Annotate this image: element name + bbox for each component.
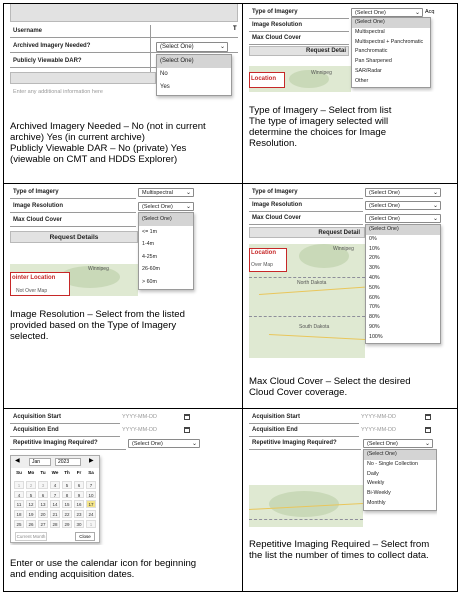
caption-archived: [10, 121, 240, 165]
repetitive-label: Repetitive Imaging Required?: [13, 440, 98, 446]
calendar-icon[interactable]: [184, 427, 190, 433]
caption-cloud: [249, 376, 454, 398]
resolution-label: Image Resolution: [252, 22, 303, 28]
option-weekly[interactable]: Weekly: [367, 480, 385, 487]
option-60[interactable]: 60%: [369, 294, 380, 301]
option-select-one[interactable]: (Select One): [352, 18, 430, 28]
row-start: [10, 411, 120, 424]
calendar-icon[interactable]: [184, 414, 190, 420]
cell-image-resolution: [3, 183, 243, 409]
resolution-select[interactable]: [365, 201, 441, 210]
type-label: Type of Imagery: [252, 9, 298, 15]
caption-type: [249, 105, 454, 149]
cloud-select[interactable]: [365, 214, 441, 223]
header-bar: [10, 4, 238, 22]
username-label: Username: [13, 28, 43, 34]
map-label-south-dakota: South Dakota: [299, 324, 330, 330]
request-details-label: Request Detail: [318, 230, 360, 236]
type-select[interactable]: [351, 8, 423, 17]
start-label: Acquisition Start: [13, 414, 62, 420]
resolution-select-value: (Select One): [369, 203, 400, 209]
row-cloud: [249, 212, 363, 225]
calendar-day[interactable]: 17: [86, 500, 96, 508]
caption-line: and ending acquisition dates.: [10, 569, 135, 580]
calendar-day[interactable]: 4: [50, 481, 60, 489]
notes-input[interactable]: Enter any additional information here: [13, 89, 103, 95]
calendar-day[interactable]: 19: [26, 510, 36, 518]
calendar-day[interactable]: 20: [38, 510, 48, 518]
calendar-day[interactable]: 8: [62, 491, 72, 499]
cell-max-cloud-cover: [242, 183, 458, 409]
calendar-day[interactable]: 25: [14, 520, 24, 528]
calendar-day[interactable]: 27: [38, 520, 48, 528]
type-select-value: Multispectral: [142, 190, 173, 196]
public-label: Publicly Viewable DAR?: [13, 58, 82, 64]
archived-label: Archived Imagery Needed?: [13, 43, 91, 49]
calendar-day[interactable]: 14: [50, 500, 60, 508]
option-pan-sharpened[interactable]: Pan Sharpened: [355, 58, 392, 65]
screenshot-repetitive-form: [249, 411, 437, 527]
calendar-weekday: Th: [64, 470, 70, 475]
cloud-dropdown-list: [365, 224, 441, 344]
calendar-day[interactable]: 1: [86, 520, 96, 528]
calendar-day[interactable]: 21: [50, 510, 60, 518]
calendar-weekday: We: [51, 470, 59, 475]
option-4-25m[interactable]: 4-25m: [142, 253, 158, 260]
option-20[interactable]: 20%: [369, 255, 380, 262]
calendar-day[interactable]: 13: [38, 500, 48, 508]
caption-line: The type of imagery selected will: [249, 116, 389, 127]
calendar-day[interactable]: 6: [74, 481, 84, 489]
option-bi-weekly[interactable]: Bi-Weekly: [367, 490, 391, 497]
type-select-value: (Select One): [355, 10, 386, 16]
option-26-60m[interactable]: 26-60m: [142, 266, 160, 273]
prev-month-icon[interactable]: ◀: [15, 458, 20, 464]
resolution-label: Image Resolution: [13, 203, 64, 209]
calendar-day[interactable]: 10: [86, 491, 96, 499]
calendar-icon[interactable]: [425, 414, 431, 420]
calendar-weekday: Sa: [88, 470, 94, 475]
row-cloud: [10, 214, 136, 227]
option-yes[interactable]: Yes: [160, 84, 170, 90]
caption-line: determine the choices for Image: [249, 127, 387, 138]
clipped-acq: Acq: [425, 9, 435, 15]
calendar-weekday: Tu: [40, 470, 46, 475]
caption-line: archive) Yes (in current archive): [10, 132, 145, 143]
map-label-winnipeg: Winnipeg: [333, 246, 354, 252]
option-sar-radar[interactable]: SAR/Radar: [355, 67, 382, 74]
option-gt-60m[interactable]: > 60m: [142, 278, 157, 285]
option-30[interactable]: 30%: [369, 265, 380, 272]
resolution-label: Image Resolution: [252, 202, 303, 208]
row-public: [10, 55, 156, 68]
screenshot-resolution-form: [10, 186, 200, 296]
option-select-one[interactable]: (Select One): [157, 55, 231, 68]
option-other[interactable]: Other: [355, 77, 369, 84]
caption-line: Archived Imagery Needed – No (not in current: [10, 121, 206, 132]
cell-archived-imagery: [3, 3, 243, 184]
map-label-north-dakota: North Dakota: [297, 280, 327, 286]
month-select[interactable]: Jan: [29, 458, 51, 466]
caption-line: selected.: [10, 331, 49, 342]
chevron-down-icon: ⌄: [219, 44, 225, 50]
row-type: [10, 186, 136, 199]
map-label-winnipeg: Winnipeg: [88, 266, 109, 272]
calendar-day[interactable]: 4: [14, 491, 24, 499]
type-select[interactable]: [138, 188, 194, 197]
start-input[interactable]: YYYY-MM-DD: [122, 414, 157, 420]
request-details-label: Request Details: [49, 234, 99, 241]
option-monthly[interactable]: Monthly: [367, 499, 386, 506]
cell-repetitive-imaging: [242, 408, 458, 592]
archived-select[interactable]: [156, 42, 228, 52]
option-select-one[interactable]: (Select One): [366, 225, 440, 235]
chevron-down-icon: ⌄: [424, 441, 430, 447]
request-details-bar: [10, 231, 138, 243]
caption-line: Image Resolution – Select from the listed: [10, 309, 185, 320]
caption-dates: [10, 558, 242, 580]
repetitive-dropdown-list: [363, 449, 437, 511]
calendar-day[interactable]: 3: [38, 481, 48, 489]
option-multispectral[interactable]: Multispectral: [355, 28, 385, 35]
option-50[interactable]: 50%: [369, 284, 380, 291]
chevron-down-icon: ⌄: [432, 203, 438, 209]
close-button[interactable]: Close: [75, 532, 95, 541]
map-preview: [249, 485, 363, 527]
calendar-header: [11, 456, 99, 468]
type-dropdown-list: [351, 17, 431, 88]
calendar-day[interactable]: 29: [62, 520, 72, 528]
row-start: [249, 411, 359, 424]
screenshot-archived-form: [10, 4, 238, 104]
calendar-day[interactable]: 16: [74, 500, 84, 508]
map-label-winnipeg: Winnipeg: [311, 70, 332, 76]
repetitive-label: Repetitive Imaging Required?: [252, 440, 337, 446]
caption-line: Type of Imagery – Select from list: [249, 105, 392, 116]
chevron-down-icon: ⌄: [185, 190, 191, 196]
type-select[interactable]: [365, 188, 441, 197]
row-type: [249, 186, 363, 199]
calendar-weekday: Su: [16, 470, 22, 475]
calendar-day[interactable]: 1: [14, 481, 24, 489]
calendar-day[interactable]: 15: [62, 500, 72, 508]
cloud-label: Max Cloud Cover: [252, 215, 302, 221]
calendar-day[interactable]: 26: [26, 520, 36, 528]
row-resolution: [249, 199, 363, 212]
start-label: Acquisition Start: [252, 414, 301, 420]
option-le-1m[interactable]: <= 1m: [142, 228, 158, 235]
caption-line: provided based on the Type of Imagery: [10, 320, 177, 331]
caption-repetitive: [249, 539, 457, 561]
option-70[interactable]: 70%: [369, 304, 380, 311]
calendar-day[interactable]: 6: [38, 491, 48, 499]
calendar-day[interactable]: 11: [14, 500, 24, 508]
option-0[interactable]: 0%: [369, 235, 377, 242]
location-label: Location: [251, 250, 276, 256]
calendar-day[interactable]: 2: [26, 481, 36, 489]
row-repetitive: [10, 437, 126, 450]
calendar-day[interactable]: 18: [14, 510, 24, 518]
current-month-button[interactable]: Current Month: [16, 534, 46, 539]
type-label: Type of Imagery: [252, 189, 298, 195]
caption-line: Repetitive Imaging Required – Select from: [249, 539, 430, 550]
cloud-label: Max Cloud Cover: [13, 217, 63, 223]
overview-label: Over Map: [251, 262, 273, 268]
screenshot-cloud-form: [249, 186, 445, 358]
caption-line: (viewable on CMT and HDDS Explorer): [10, 154, 178, 165]
option-40[interactable]: 40%: [369, 274, 380, 281]
calendar-day[interactable]: 5: [62, 481, 72, 489]
chevron-down-icon: ⌄: [432, 190, 438, 196]
chevron-down-icon: ⌄: [191, 441, 197, 447]
option-multispectral-pan[interactable]: Multispectral + Panchromatic: [355, 38, 424, 45]
option-panchromatic[interactable]: Panchromatic: [355, 48, 388, 55]
caption-line: the list the number of times to collect data.: [249, 550, 429, 561]
caption-line: Cloud Cover coverage.: [249, 387, 348, 398]
calendar-day[interactable]: 5: [26, 491, 36, 499]
cell-type-of-imagery: [242, 3, 458, 184]
option-select-one[interactable]: (Select One): [364, 450, 436, 460]
option-100[interactable]: 100%: [369, 333, 383, 340]
option-90[interactable]: 90%: [369, 323, 380, 330]
calendar-day[interactable]: 9: [74, 491, 84, 499]
calendar-day[interactable]: 7: [50, 491, 60, 499]
option-select-one[interactable]: (Select One): [139, 213, 193, 226]
calendar-weekday: Fr: [76, 470, 82, 475]
cloud-select-value: (Select One): [369, 216, 400, 222]
option-single-collection[interactable]: No - Single Collection: [367, 460, 418, 467]
calendar-weekday-row: [13, 470, 99, 480]
row-right-edge: T: [233, 26, 237, 32]
caption-resolution: [10, 309, 240, 342]
chevron-down-icon: ⌄: [414, 10, 420, 16]
next-month-icon[interactable]: ▶: [89, 458, 94, 464]
cloud-label: Max Cloud Cover: [252, 35, 302, 41]
request-details-bar: [249, 227, 365, 238]
repetitive-select-value: (Select One): [367, 441, 398, 447]
calendar-day[interactable]: 30: [74, 520, 84, 528]
archived-select-value: (Select One): [160, 44, 194, 50]
calendar-icon[interactable]: [425, 427, 431, 433]
row-repetitive: [249, 437, 361, 450]
grey-spacer: [10, 72, 156, 84]
end-input[interactable]: YYYY-MM-DD: [122, 427, 157, 433]
caption-line: Enter or use the calendar icon for beginning: [10, 558, 197, 569]
chevron-down-icon: ⌄: [185, 204, 191, 210]
option-daily[interactable]: Daily: [367, 470, 379, 477]
calendar-day[interactable]: 24: [86, 510, 96, 518]
resolution-dropdown-list: [138, 212, 194, 290]
archived-dropdown-list: [156, 54, 232, 96]
repetitive-select[interactable]: [128, 439, 200, 448]
resolution-select-value: (Select One): [142, 204, 173, 210]
calendar-popup: [10, 455, 100, 543]
caption-line: Max Cloud Cover – Select the desired: [249, 376, 411, 387]
calendar-day[interactable]: 23: [74, 510, 84, 518]
row-cloud: [249, 32, 349, 45]
repetitive-select[interactable]: [363, 439, 433, 448]
caption-line: Resolution.: [249, 138, 297, 149]
row-end: [249, 424, 359, 437]
row-end: [10, 424, 120, 437]
request-details-bar: [249, 46, 349, 56]
row-type: [249, 6, 349, 19]
option-1-4m[interactable]: 1-4m: [142, 241, 155, 248]
end-label: Acquisition End: [252, 427, 298, 433]
start-input[interactable]: YYYY-MM-DD: [361, 414, 396, 420]
calendar-day[interactable]: 22: [62, 510, 72, 518]
option-10[interactable]: 10%: [369, 245, 380, 252]
end-input[interactable]: YYYY-MM-DD: [361, 427, 396, 433]
resolution-select[interactable]: [138, 202, 194, 211]
calendar-day[interactable]: 7: [86, 481, 96, 489]
row-resolution: [10, 200, 136, 213]
calendar-day[interactable]: 28: [50, 520, 60, 528]
location-label: Location: [251, 76, 276, 82]
option-no[interactable]: No: [160, 71, 168, 77]
row-username: [10, 25, 238, 38]
repetitive-select-value: (Select One): [132, 441, 163, 447]
overview-label: Not Over Map: [16, 288, 48, 294]
year-select[interactable]: 2023: [55, 458, 81, 466]
end-label: Acquisition End: [13, 427, 59, 433]
caption-line: Publicly Viewable DAR – No (private) Yes: [10, 143, 187, 154]
location-label: ointer Location: [12, 275, 56, 281]
screenshot-dates-form: [10, 411, 202, 545]
screenshot-type-form: [249, 6, 453, 92]
calendar-weekday: Mo: [27, 470, 35, 475]
type-select-value: (Select One): [369, 190, 400, 196]
calendar-day[interactable]: 12: [26, 500, 36, 508]
cell-acquisition-dates: [3, 408, 243, 592]
request-details-label: Request Detai: [305, 48, 346, 54]
type-label: Type of Imagery: [13, 189, 59, 195]
chevron-down-icon: ⌄: [432, 216, 438, 222]
row-resolution: [249, 19, 349, 32]
option-80[interactable]: 80%: [369, 314, 380, 321]
